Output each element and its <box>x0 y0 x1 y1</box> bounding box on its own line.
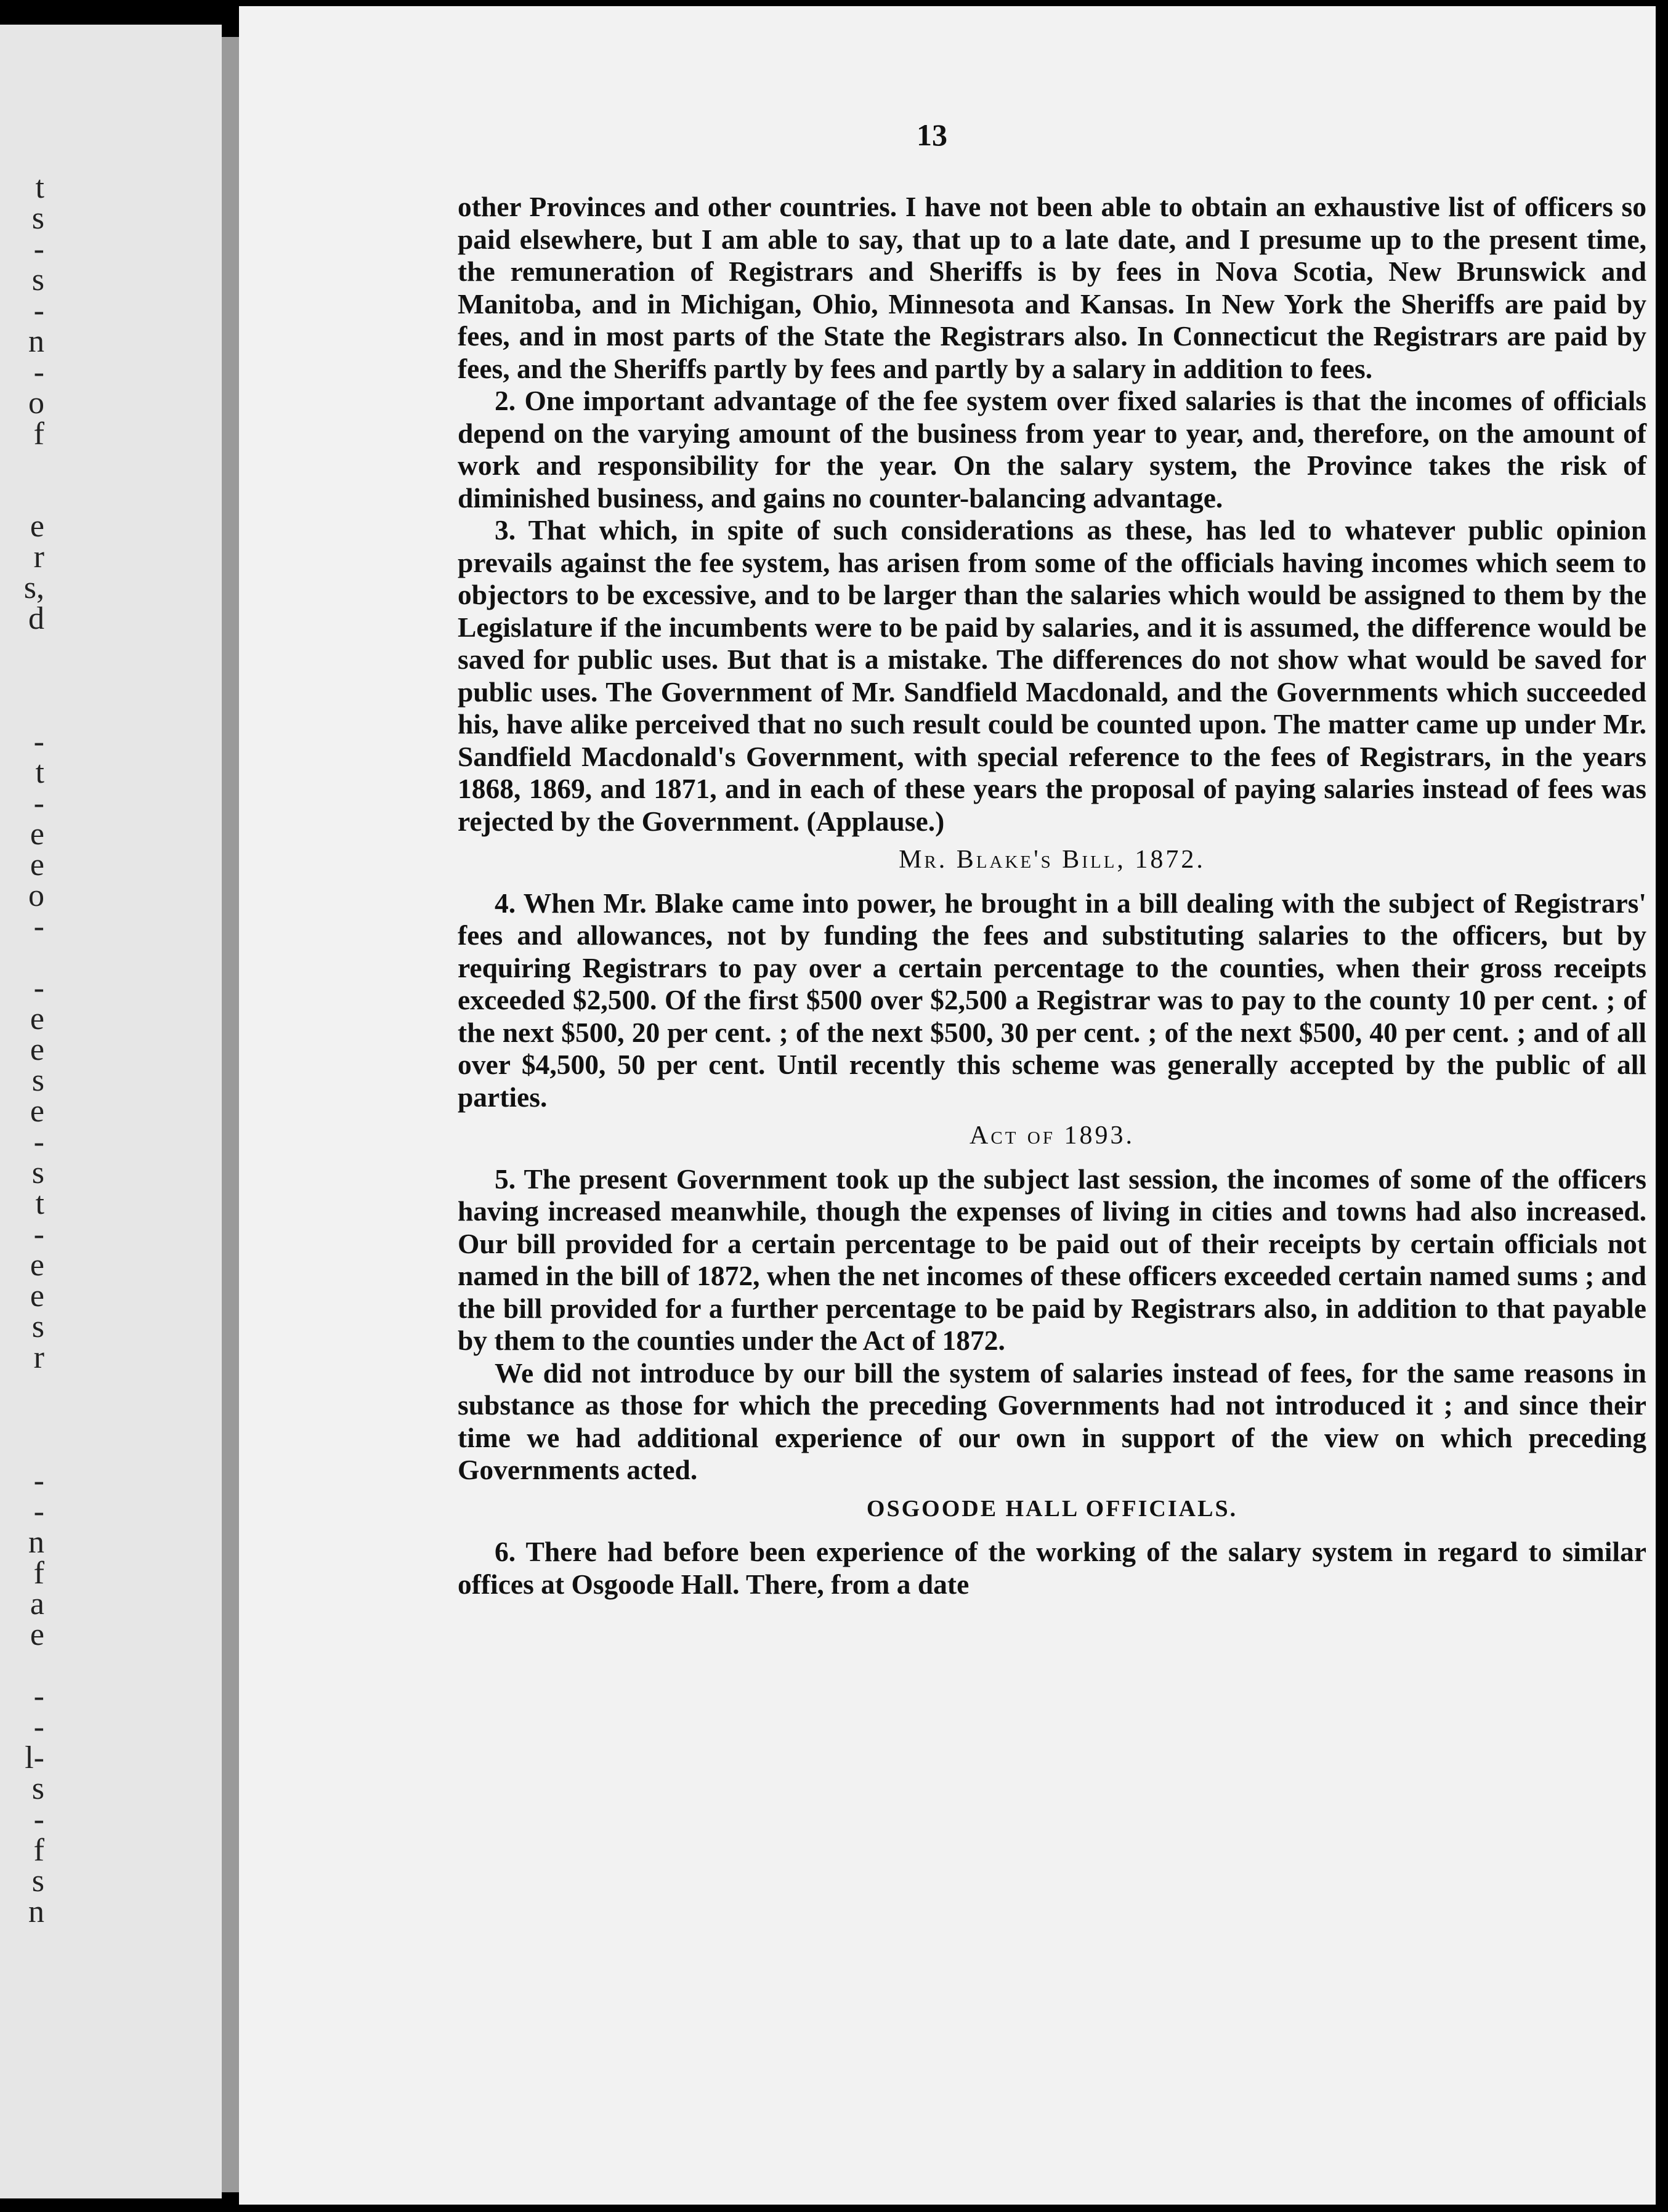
left-fragment-letter: - <box>33 971 44 1006</box>
left-fragment-letter: r <box>33 1340 44 1375</box>
left-fragment-letter: f <box>33 1556 44 1591</box>
left-fragment-letter: - <box>33 786 44 821</box>
book-gutter <box>222 37 239 2192</box>
left-fragment-letter: e <box>30 509 44 544</box>
left-fragment-letter <box>0 942 55 973</box>
paragraph-2: 2. One important advantage of the fee system over fixed salaries is that the incomes of officials depend on the varying amount of the business from year to year, and, therefore, on the amount of work and responsibility for the year. On the salary system, the Province takes the risk of diminished business, and gains no counter-balancing advantage. <box>458 385 1646 514</box>
left-fragment-letter: o <box>28 878 44 913</box>
left-fragment-letter <box>0 665 55 696</box>
paragraph-4: 4. When Mr. Blake came into power, he brought in a bill dealing with the subject of Registrars' fees and allowances, not by funding the fees and substituting salaries to the officers, but by requiring Registrars to pay over a certain percentage to the counties, when their gross receipts exceeded $2,500. Of the first $500 over $2,500 a Registrar was to pay to the county 10 per cent. ; of the next $500, 20 per cent. ; of the next $500, 30 per cent. ; of the next $500, 40 per cent. ; and of all over $4,500, 50 per cent. Until recently this scheme was generally accepted by the public of all parties. <box>458 887 1646 1113</box>
left-fragment-letter: l- <box>25 1740 44 1775</box>
left-page <box>0 25 222 2198</box>
left-fragment-letter: d <box>28 601 44 636</box>
left-fragment-letter <box>0 480 55 511</box>
left-fragment-letter: e <box>30 1001 44 1036</box>
left-fragment-letter <box>0 450 55 480</box>
page-text <box>458 191 1646 1600</box>
left-fragment-letter <box>0 1373 55 1404</box>
left-fragment-letter: - <box>33 724 44 759</box>
left-fragment-letter: s, <box>23 570 44 605</box>
left-fragment-letter: - <box>33 355 44 390</box>
left-fragment-letter: - <box>33 1124 44 1160</box>
left-fragment-letter: s <box>31 1063 44 1098</box>
left-fragment-letter: r <box>33 539 44 575</box>
left-fragment-letter: - <box>33 1217 44 1252</box>
paragraph-5: 5. The present Government took up the subject last session, the incomes of some of the officers having increased meanwhile, though the expenses of living in cities and towns had also increased. Our bill provided for a certain percentage to be paid out of their receipts by certain officials not named in the bill of 1872, when the net incomes of these officers exceeded certain named sums ; and the bill provided for a further percentage to be paid by Registrars also, in addition to that payable by them to the counties under the Act of 1872. <box>458 1163 1646 1356</box>
left-fragment-letter: a <box>30 1586 44 1621</box>
paragraph-5b: We did not introduce by our bill the system of salaries instead of fees, for the same reasons in substance as those for which the preceding Governments had not introduced it ; and since their time we had additional experience of our own in support of the view on which preceding Governments acted. <box>458 1357 1646 1485</box>
left-page-fragment <box>0 172 55 1927</box>
left-fragment-letter: e <box>30 1617 44 1652</box>
left-fragment-letter: e <box>30 1032 44 1067</box>
left-fragment-letter: e <box>30 847 44 882</box>
left-fragment-letter: f <box>33 1833 44 1868</box>
paragraph-6: 6. There had before been experience of the working of the salary system in regard to similar offices at Osgoode Hall. There, from a date <box>458 1536 1646 1600</box>
left-fragment-letter: - <box>33 293 44 328</box>
left-fragment-letter: t <box>35 755 44 790</box>
left-fragment-letter: e <box>30 1278 44 1314</box>
left-fragment-letter: t <box>35 1186 44 1221</box>
left-fragment-letter: o <box>28 385 44 421</box>
left-fragment-letter: n <box>28 1525 44 1560</box>
left-fragment-letter <box>0 634 55 665</box>
paragraph-1: other Provinces and other countries. I have not been able to obtain an exhaustive list of officers so paid elsewhere, but I am able to say, that up to a late date, and I presume up to the present time, the remuneration of Registrars and Sheriffs is by fees in Nova Scotia, New Brunswick and Manitoba, and in Michigan, Ohio, Minnesota and Kansas. In New York the Sheriffs are paid by fees, and in most parts of the State the Registrars also. In Connecticut the Registrars are paid by fees, and the Sheriffs partly by fees and partly by a salary in addition to fees. <box>458 191 1646 384</box>
left-fragment-letter: e <box>30 817 44 852</box>
left-fragment-letter: - <box>33 1802 44 1837</box>
left-fragment-letter: s <box>31 201 44 236</box>
left-fragment-letter <box>0 1404 55 1435</box>
left-fragment-letter: s <box>31 1771 44 1806</box>
right-page <box>239 6 1656 2205</box>
left-fragment-letter: - <box>33 232 44 267</box>
left-fragment-letter: - <box>33 909 44 944</box>
left-fragment-letter: e <box>30 1094 44 1129</box>
left-fragment-letter: f <box>33 416 44 451</box>
left-fragment-letter <box>0 696 55 727</box>
heading-act-1893: Act of 1893. <box>970 1121 1135 1150</box>
left-fragment-letter: - <box>33 1709 44 1745</box>
left-fragment-letter: s <box>31 262 44 297</box>
left-fragment-letter <box>0 1435 55 1466</box>
left-fragment-letter: s <box>31 1309 44 1344</box>
left-fragment-letter: s <box>31 1863 44 1899</box>
left-fragment-letter: n <box>28 324 44 359</box>
heading-blake-bill: Mr. Blake's Bill, 1872. <box>899 846 1205 874</box>
left-fragment-letter <box>0 1650 55 1681</box>
left-fragment-letter: - <box>33 1679 44 1714</box>
heading-osgoode-hall: OSGOODE HALL OFFICIALS. <box>866 1495 1238 1522</box>
left-fragment-letter: - <box>33 1494 44 1529</box>
left-fragment-letter: e <box>30 1248 44 1283</box>
left-fragment-letter: n <box>28 1894 44 1929</box>
left-fragment-letter: s <box>31 1155 44 1190</box>
left-fragment-letter: - <box>33 1463 44 1498</box>
page-number: 13 <box>917 118 947 152</box>
left-fragment-letter: t <box>35 170 44 205</box>
paragraph-3: 3. That which, in spite of such considerations as these, has led to whatever public opinion prevails against the fee system, has arisen from some of the officials having incomes which seem to objectors to be excessive, and to be larger than the salaries which would be assigned to them by the Legislature if the incumbents were to be paid by salaries, and it is assumed, the difference would be saved for public uses. But that is a mistake. The differences do not show what would be saved for public uses. The Government of Mr. Sandfield Macdonald, and the Governments which succeeded his, have alike perceived that no such result could be counted upon. The matter came up under Mr. Sandfield Macdonald's Government, with special reference to the fees of Registrars, in the years 1868, 1869, and 1871, and in each of these years the proposal of paying salaries instead of fees was rejected by the Government. (Applause.) <box>458 514 1646 837</box>
